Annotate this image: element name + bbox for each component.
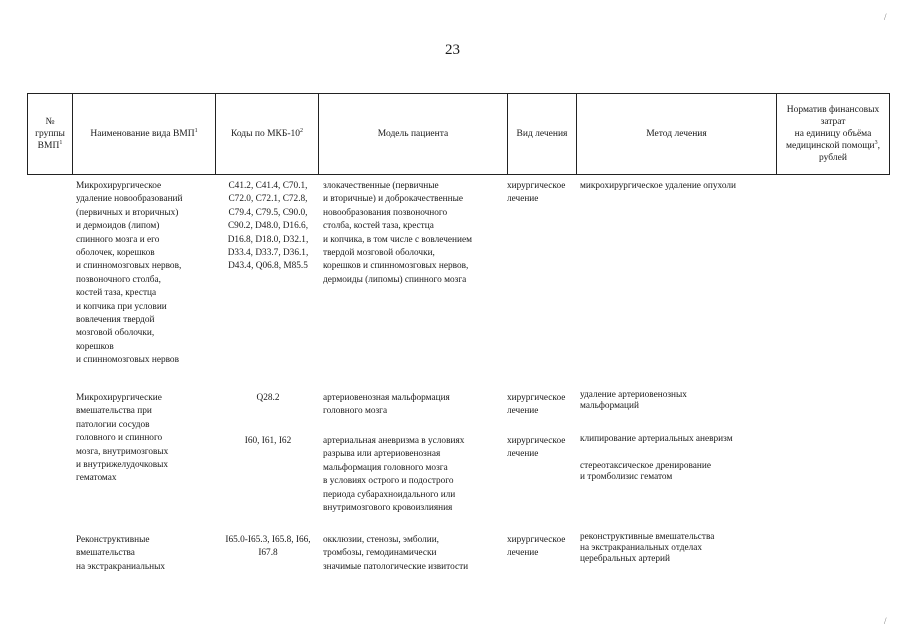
- row1-codes: C41.2, C41.4, C70.1, C72.0, C72.1, C72.8, C79.4, C79.5, C90.0, C90.2, D48.0, D16.6, D16.8, D18.0, D32.1, D33.4, D33.7, D36.1, D43.4, Q06.8, M85.5: [227, 181, 309, 272]
- header-group: № группы ВМП$^1$: [28, 94, 73, 175]
- row2-type-b: хирургическое лечение: [507, 436, 566, 460]
- row3-type: хирургическое лечение: [507, 535, 566, 559]
- corner-mark-top: /: [884, 12, 887, 22]
- header-name: Наименование вида ВМП$^1$: [73, 94, 216, 175]
- table-header: [27, 93, 890, 175]
- row2-method-b1: клипирование артериальных аневризм: [580, 434, 733, 444]
- row1-model: злокачественные (первичные и вторичные) и доброкачественные новообразования позвоночного столба, костей таза, крестца и копчика, в том числе с вовлечением твердой мозговой оболочки, корешков и спинномозговых нервов, дермоиды (липомы) спинного мозга: [323, 181, 472, 285]
- row1-method: микрохирургическое удаление опухоли: [580, 181, 736, 191]
- header-model: Модель пациента: [319, 94, 508, 175]
- row2-model-b: артериальная аневризма в условиях разрыва или артериовенозная мальформация головного мозга в условиях острого и подострого периода субарахноидального или внутримозгового кровоизлияния: [323, 436, 465, 514]
- row2-method-b2: стереотаксическое дренирование и тромболизис гематом: [580, 461, 711, 482]
- row2-name: Микрохирургические вмешательства при патологии сосудов головного и спинного мозга, внутримозговых и внутрижелудочковых гематомах: [76, 393, 169, 484]
- row3-name: Реконструктивные вмешательства на экстракраниальных: [76, 535, 165, 572]
- row2-type-a: хирургическое лечение: [507, 393, 566, 417]
- row3-method: реконструктивные вмешательства на экстракраниальных отделах церебральных артерий: [580, 532, 715, 564]
- row3-codes: I65.0-I65.3, I65.8, I66, I67.8: [225, 535, 311, 559]
- corner-mark-bottom: /: [884, 616, 887, 626]
- header-method: Метод лечения: [577, 94, 777, 175]
- row2-codes-a: Q28.2: [256, 393, 280, 403]
- header-codes: Коды по МКБ-$10^2$: [216, 94, 319, 175]
- row1-type: хирургическое лечение: [507, 181, 566, 205]
- header-type: Вид лечения: [508, 94, 577, 175]
- page-number: 23: [445, 42, 460, 58]
- header-norm: Норматив финансовых затрат на единицу объёма медицинской помощи$^3$, рублей: [777, 94, 890, 175]
- row3-model: окклюзии, стенозы, эмболии, тромбозы, гемодинамически значимые патологические извитости: [323, 535, 469, 572]
- row1-name: Микрохирургическое удаление новообразований (первичных и вторичных) и дермоидов (липом) спинного мозга и его оболочек, корешков и спинномозговых нервов, позвоночного столба, костей таза, крестца и копчика при условии вовлечения твердой мозговой оболочки, корешков и спинномозговых нервов: [76, 181, 183, 366]
- row2-method-a: удаление артериовенозных мальформаций: [580, 390, 687, 411]
- row2-codes-b: I60, I61, I62: [244, 436, 292, 446]
- row2-model-a: артериовенозная мальформация головного мозга: [323, 393, 450, 417]
